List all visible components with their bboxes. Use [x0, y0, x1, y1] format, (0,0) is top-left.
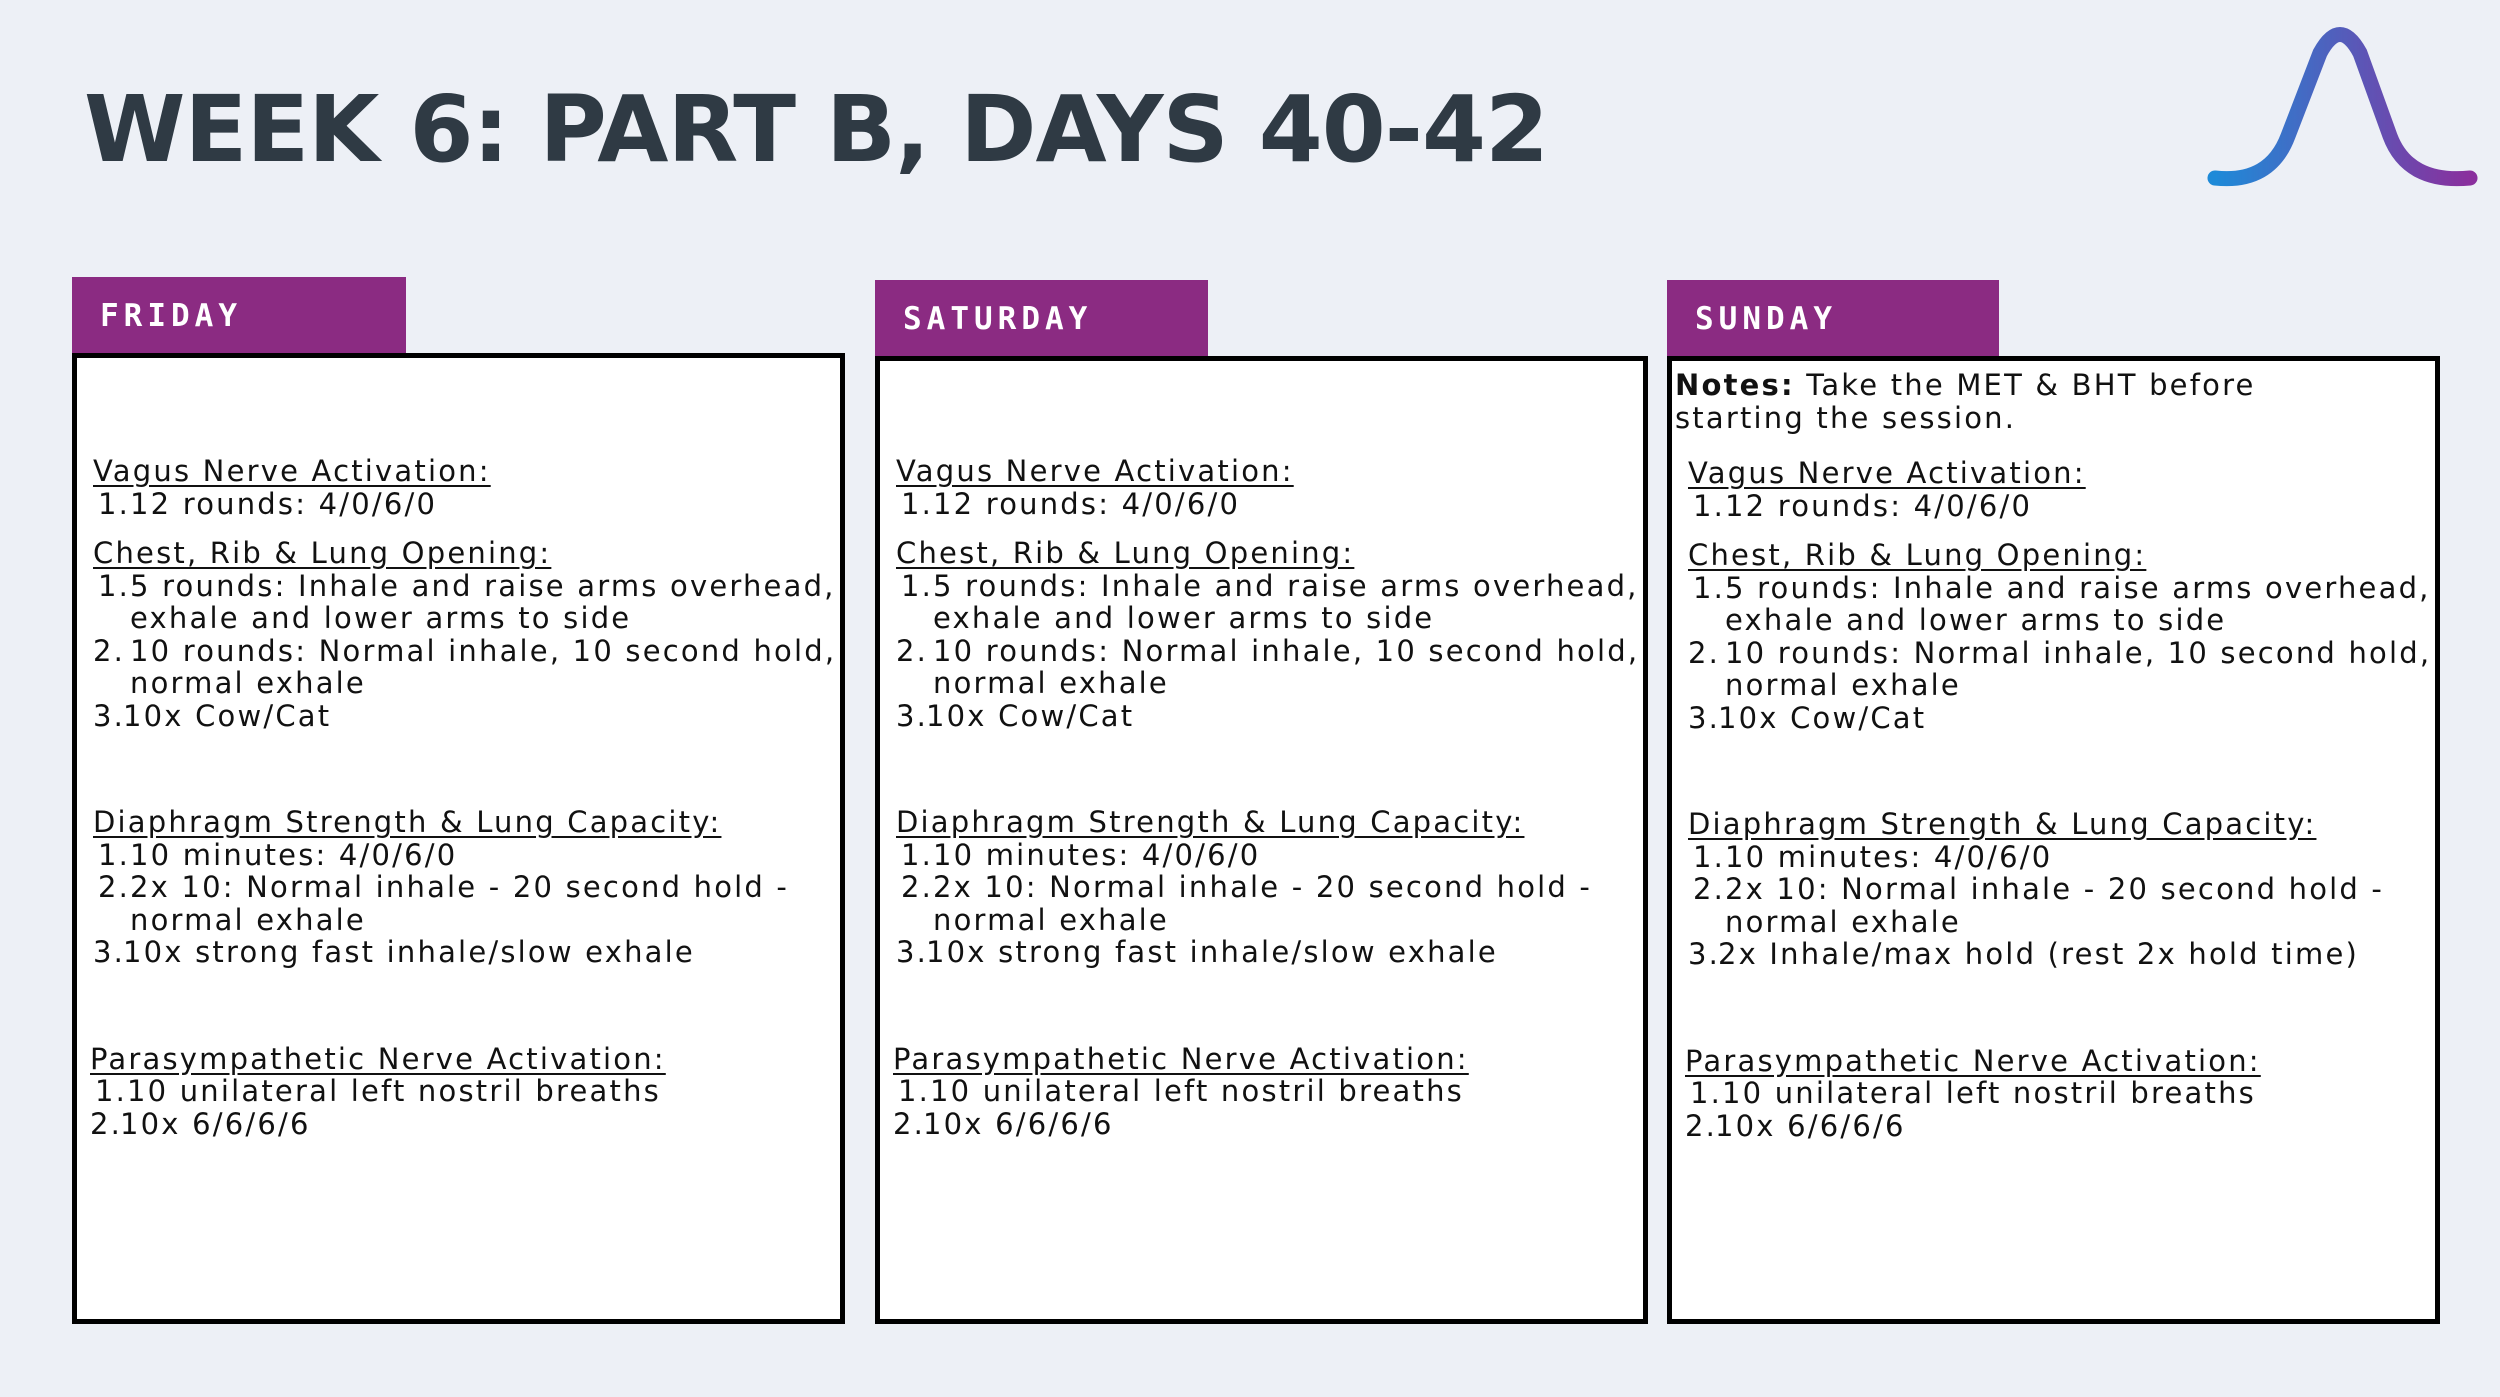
list-item: 1. 12 rounds: 4/0/6/0	[1693, 488, 2033, 523]
list-item: 1. 5 rounds: Inhale and raise arms overhead,	[98, 568, 836, 603]
section-heading: Parasympathetic Nerve Activation:	[90, 1041, 666, 1076]
list-item: normal exhale	[1725, 668, 1961, 702]
day-content	[1675, 368, 2432, 1143]
notes-text: Notes: Take the MET & BHT before starting the session.	[1675, 368, 2256, 435]
section-heading: Chest, Rib & Lung Opening:	[1688, 538, 2147, 572]
list-item: 2. 10 rounds: Normal inhale, 10 second hold,	[896, 633, 1640, 668]
day-content	[893, 454, 1640, 1141]
day-tab-saturday: SATURDAY	[875, 280, 1208, 357]
section-vagus	[896, 455, 1637, 520]
section-diaphragm	[1688, 808, 2429, 971]
section-heading: Vagus Nerve Activation:	[896, 454, 1294, 488]
section-chest	[93, 536, 837, 733]
section-diaphragm	[896, 806, 1637, 969]
day-content	[90, 454, 837, 1141]
section-heading: Vagus Nerve Activation:	[1688, 456, 2086, 490]
list-item: 2. 10 rounds: Normal inhale, 10 second hold,	[93, 633, 837, 668]
section-vagus	[93, 455, 834, 520]
section-diaphragm	[93, 806, 834, 969]
list-item: 3. 10x strong fast inhale/slow exhale	[93, 935, 695, 969]
list-item: exhale and lower arms to side	[933, 601, 1435, 635]
list-item: 2. 2x 10: Normal inhale - 20 second hold -	[901, 870, 1593, 904]
list-item: 1. 10 minutes: 4/0/6/0	[901, 837, 1261, 872]
day-card-friday	[72, 353, 845, 1324]
section-parasympathetic	[90, 1043, 834, 1141]
notes-label: Notes:	[1675, 368, 1795, 402]
list-item: 2. 10x 6/6/6/6	[90, 1106, 311, 1141]
list-item: normal exhale	[933, 902, 1169, 937]
list-item: 1. 10 minutes: 4/0/6/0	[98, 837, 458, 872]
section-heading: Chest, Rib & Lung Opening:	[896, 536, 1355, 570]
list-item: 1. 10 minutes: 4/0/6/0	[1693, 839, 2053, 874]
list-item: 2. 2x 10: Normal inhale - 20 second hold -	[98, 870, 790, 904]
day-tab-friday: FRIDAY	[72, 277, 406, 354]
list-item: 1. 10 unilateral left nostril breaths	[1690, 1076, 2256, 1110]
section-chest	[896, 536, 1640, 733]
page-title: WEEK 6: PART B, DAYS 40-42	[84, 76, 1549, 183]
list-item: 1. 12 rounds: 4/0/6/0	[98, 486, 438, 521]
day-card-sunday	[1667, 356, 2440, 1324]
list-item: 3. 10x strong fast inhale/slow exhale	[896, 935, 1498, 969]
list-item: 1. 5 rounds: Inhale and raise arms overhead,	[1693, 570, 2431, 605]
list-item: normal exhale	[1725, 904, 1961, 939]
section-vagus	[1688, 457, 2429, 522]
list-item: 1. 10 unilateral left nostril breaths	[898, 1074, 1464, 1108]
list-item: 1. 10 unilateral left nostril breaths	[95, 1074, 661, 1108]
list-item: 2. 10 rounds: Normal inhale, 10 second hold,	[1688, 635, 2432, 670]
list-item: normal exhale	[933, 666, 1169, 700]
day-tab-sunday: SUNDAY	[1667, 280, 1999, 357]
list-item: normal exhale	[130, 902, 366, 937]
list-item: 3. 10x Cow/Cat	[896, 698, 1135, 733]
list-item: normal exhale	[130, 666, 366, 700]
section-chest	[1688, 538, 2432, 735]
section-heading: Parasympathetic Nerve Activation:	[1685, 1043, 2261, 1078]
list-item: 1. 5 rounds: Inhale and raise arms overhead,	[901, 568, 1639, 603]
section-heading: Parasympathetic Nerve Activation:	[893, 1041, 1469, 1076]
section-heading: Diaphragm Strength & Lung Capacity:	[93, 805, 722, 839]
list-item: 2. 10x 6/6/6/6	[1685, 1108, 1906, 1143]
list-item: 3. 10x Cow/Cat	[93, 698, 332, 733]
list-item: exhale and lower arms to side	[1725, 603, 2227, 637]
list-item: 1. 12 rounds: 4/0/6/0	[901, 486, 1241, 521]
section-parasympathetic	[1685, 1045, 2429, 1143]
list-item: 3. 2x Inhale/max hold (rest 2x hold time)	[1688, 937, 2360, 971]
day-sections	[1685, 456, 2432, 1143]
list-item: 2. 2x 10: Normal inhale - 20 second hold -	[1693, 872, 2385, 906]
section-heading: Chest, Rib & Lung Opening:	[93, 536, 552, 570]
day-card-saturday	[875, 356, 1648, 1324]
section-heading: Diaphragm Strength & Lung Capacity:	[1688, 807, 2317, 841]
list-item: exhale and lower arms to side	[130, 601, 632, 635]
section-parasympathetic	[893, 1043, 1637, 1141]
brand-logo-icon	[2200, 8, 2490, 198]
list-item: 2. 10x 6/6/6/6	[893, 1106, 1114, 1141]
list-item: 3. 10x Cow/Cat	[1688, 700, 1927, 735]
section-heading: Diaphragm Strength & Lung Capacity:	[896, 805, 1525, 839]
section-heading: Vagus Nerve Activation:	[93, 454, 491, 488]
